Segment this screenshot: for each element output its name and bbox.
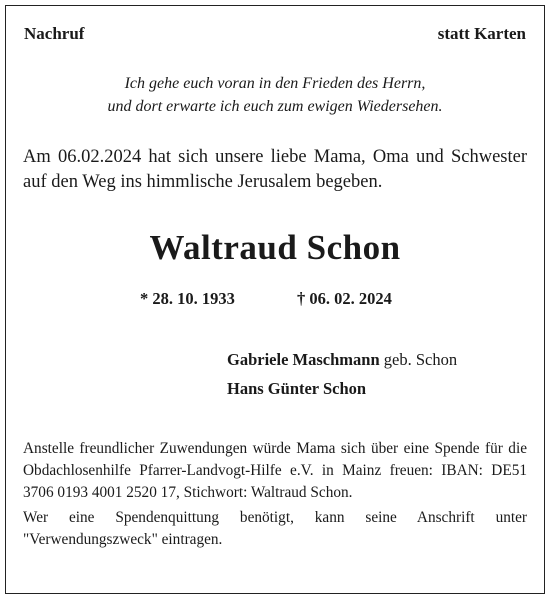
donation-request: Anstelle freundlicher Zuwendungen würde Mama sich über eine Spende für die Obdachlosenhilfe Pfarrer-Landvogt-Hilfe e.V. in Mainz freuen: IBAN: DE51 3706 0193 4001 2520 17, Stichwort: Waltraud Schon.	[23, 440, 527, 501]
mourner-entry	[227, 345, 457, 374]
mourner-name: Gabriele Maschmann	[227, 350, 380, 369]
quote-line-2: und dort erwarte ich euch zum ewigen Wiedersehen.	[107, 98, 443, 115]
donation-notes	[23, 438, 527, 551]
mourner-name: Hans Günter Schon	[227, 379, 367, 398]
death-date: † 06. 02. 2024	[297, 289, 392, 308]
mourner-entry	[227, 374, 457, 403]
receipt-note: Wer eine Spendenquittung benötigt, kann seine Anschrift unter "Verwendungszweck" eintragen.	[23, 509, 527, 548]
notice-header	[24, 24, 526, 44]
announcement-text: Am 06.02.2024 hat sich unsere liebe Mama, Oma und Schwester auf den Weg ins himmlische Jerusalem begeben.	[23, 147, 527, 192]
bible-quote	[0, 72, 550, 118]
mourners-list	[227, 345, 457, 403]
birth-date: * 28. 10. 1933	[140, 289, 235, 308]
mourner-maiden-name: geb. Schon	[379, 350, 458, 369]
header-note: statt Karten	[437, 24, 526, 43]
quote-line-1: Ich gehe euch voran in den Frieden des Herrn,	[124, 75, 426, 92]
deceased-name: Waltraud Schon	[149, 228, 401, 267]
header-title: Nachruf	[24, 24, 85, 43]
